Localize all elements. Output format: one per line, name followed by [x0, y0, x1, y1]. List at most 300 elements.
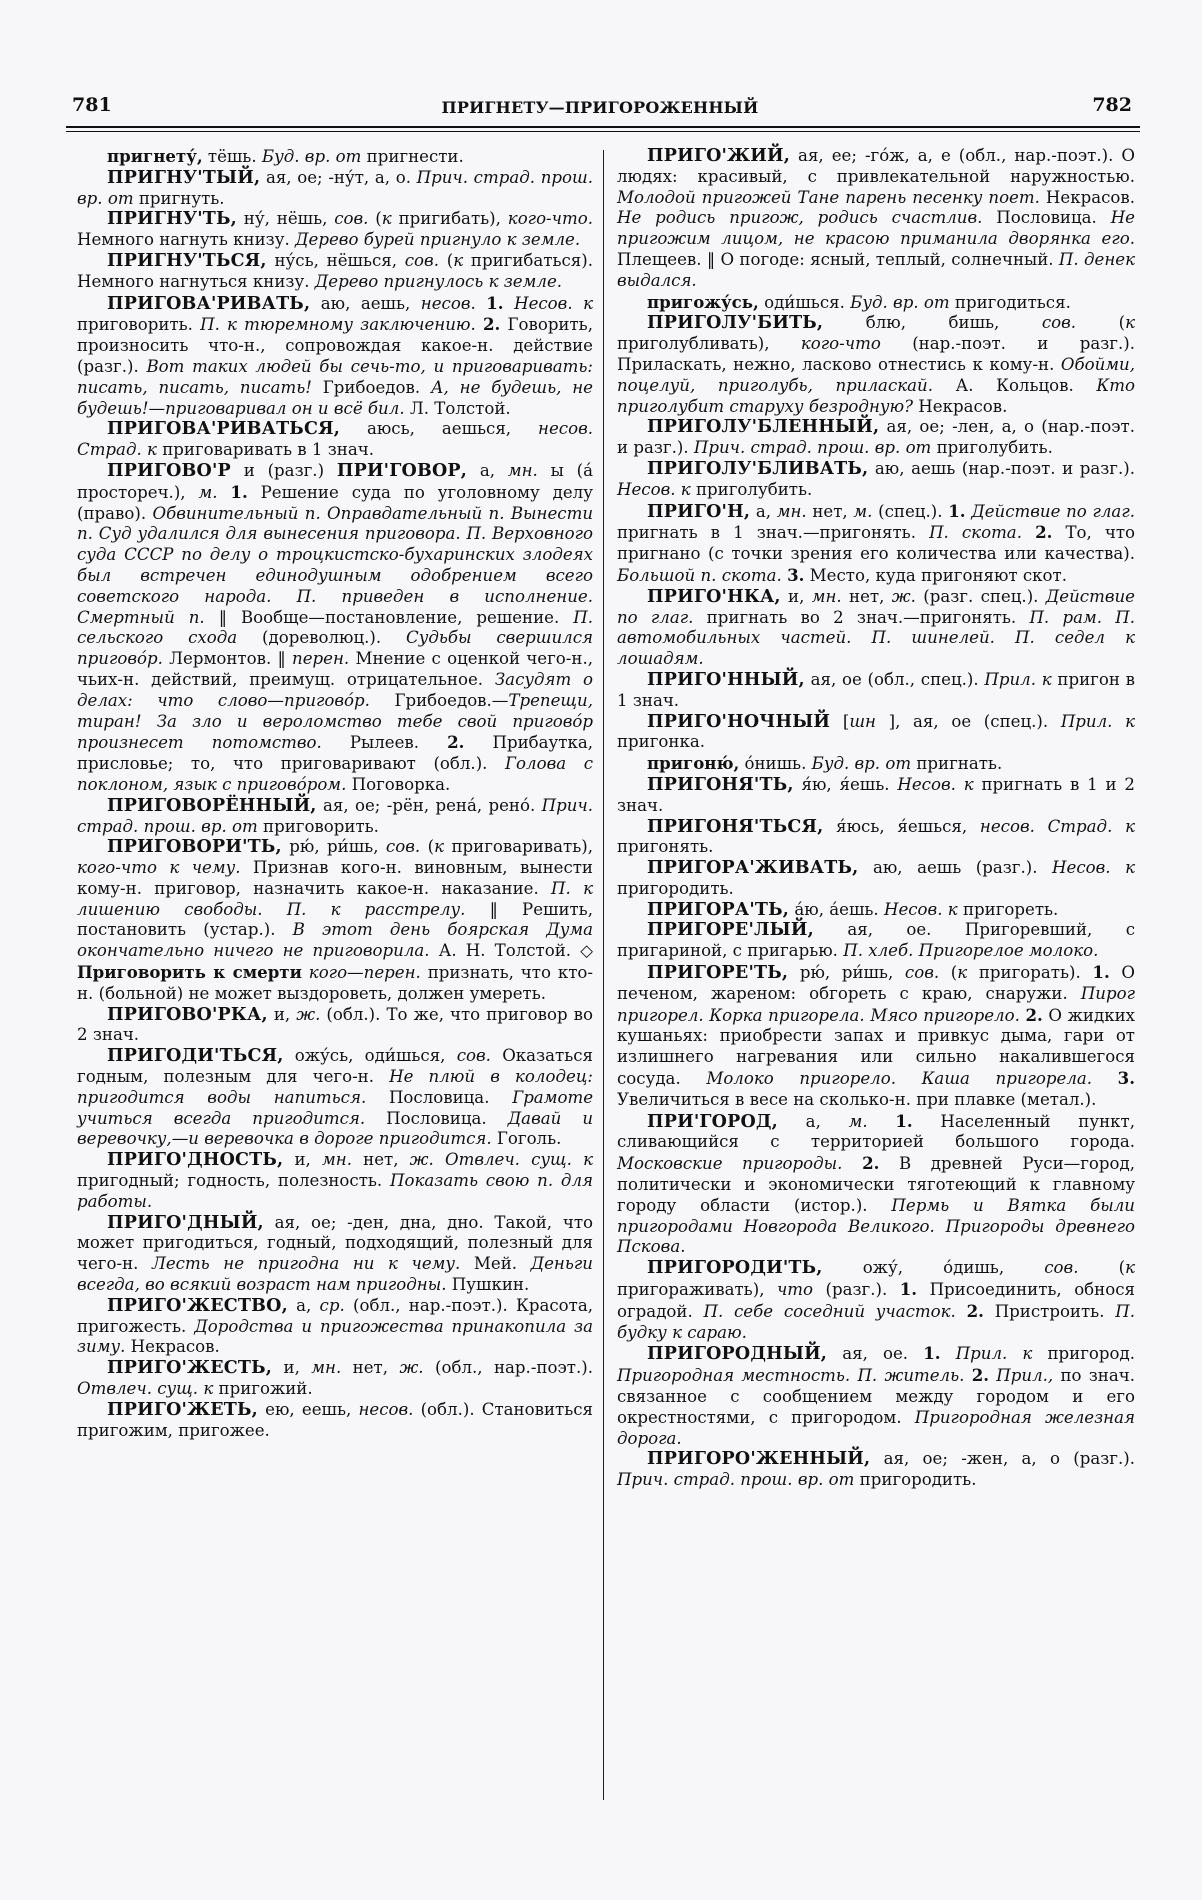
entry-text: А. Кольцов.	[933, 375, 1097, 395]
entry-text: пригодиться.	[949, 292, 1071, 312]
entry-text	[1092, 1069, 1118, 1088]
dictionary-entry	[77, 251, 593, 293]
entry-text: аю, аешь (разг.).	[858, 858, 1053, 878]
header-rule-thick	[66, 126, 1140, 128]
entry-text: мн.	[311, 1358, 342, 1378]
entry-text: пригорать).	[967, 963, 1093, 983]
entry-text: приголубить.	[931, 438, 1053, 458]
entry-text: Лермонтов. ‖	[162, 649, 293, 669]
dictionary-entry	[617, 501, 1135, 587]
entry-text: П. хлеб. Пригорелое молоко.	[843, 941, 1099, 961]
entry-text: Решение суда по уголовному делу (право).	[77, 482, 593, 523]
dictionary-entry	[617, 712, 1135, 754]
entry-text: ‖ Вообще—постановление, решение.	[204, 607, 574, 627]
entry-text: Несов. к	[883, 899, 958, 919]
entry-text: к	[957, 963, 968, 983]
entry-text: пригнести.	[361, 147, 464, 166]
headword: ПРИГОРОДНЫЙ,	[647, 1344, 828, 1365]
headword: ПРИГОВО'Р	[107, 460, 231, 481]
entry-text: и,	[780, 586, 812, 606]
entry-text: Пермь и Вятка были пригородами Новгорода Великого. Пригороды древнего Пскова.	[617, 1195, 1135, 1257]
entry-text: Обойми, поцелуй, приголубь, приласкай.	[617, 354, 1135, 395]
entry-text: Мей.	[460, 1254, 531, 1274]
entry-text: мн.	[776, 501, 807, 521]
entry-text: (обл.). Становиться пригожим, пригожее.	[77, 1399, 593, 1440]
entry-text: Плещеев. ‖ О погоде: ясный, теплый, солнечный.	[617, 249, 1059, 269]
entry-text: П. себе соседний участок.	[703, 1301, 956, 1321]
headword: ПРИГОРА'ЖИВАТЬ,	[647, 858, 859, 879]
page-number-left: 781	[72, 94, 112, 116]
headword: ПРИГОРО'ЖЕННЫЙ,	[647, 1449, 871, 1470]
entry-text: признать, что кто-н. (больной) не может выздороветь, должен умереть.	[77, 963, 593, 1003]
entry-text: тёшь.	[202, 147, 262, 166]
entry-text: м.	[848, 1111, 868, 1131]
entry-text: Грибоедов.—	[369, 690, 509, 710]
entry-text: Признав кого-н. виновным, вынести кому-н. приговор, назначить какое-н. наказание.	[77, 858, 593, 898]
entry-text: ая, ое; -ден, дна, дно. Такой, что может пригодиться, годный, подходящий, полезный для чего-н.	[77, 1212, 593, 1274]
dictionary-entry	[77, 419, 593, 461]
entry-text	[956, 1302, 967, 1321]
entry-text: приговаривать),	[444, 837, 593, 857]
entry-text: Вот таких людей бы сечь-то, и приговаривать: писать, писать, писать!	[77, 356, 593, 397]
dictionary-entry	[77, 1358, 593, 1400]
entry-text: Трепещи, тиран! За зло и вероломство тебе свой приговóр произнесет потомство.	[77, 690, 593, 753]
entry-text: Несов. к	[1052, 858, 1135, 878]
entry-text: П. к лишению свободы. П. к расстрелу.	[77, 878, 593, 919]
entry-text: П. рам. П. автомобильных частей. П. шинелей. П. седел к лошадям.	[617, 607, 1135, 669]
entry-text: Кто приголубит старуху безродную?	[617, 375, 1135, 416]
headword: ПРИГОРЕ'ЛЫЙ,	[647, 920, 814, 941]
entry-text: ну́, нёшь,	[236, 209, 335, 229]
page-header	[60, 94, 1140, 124]
entry-text: аю, аешь,	[310, 293, 421, 313]
entry-text: оди́шься.	[758, 292, 851, 312]
entry-text: (	[939, 963, 958, 983]
dictionary-entry	[77, 1296, 593, 1358]
entry-text: и,	[272, 1358, 312, 1378]
entry-text: Не пригожим лицом, не красою приманила дворянка его.	[617, 208, 1135, 249]
entry-text	[476, 294, 487, 313]
dictionary-entry	[617, 146, 1135, 292]
entry-text: пригибать),	[391, 209, 508, 229]
entry-text: пригон в 1 знач.	[617, 669, 1135, 710]
entry-text: Приговорить к смерти	[77, 962, 302, 983]
headword: ПРИ'ГОРОД,	[647, 1111, 778, 1132]
entry-text: П. к тюремному заключению.	[200, 315, 476, 335]
entry-text: Дерево пригнулось к земле.	[314, 271, 563, 291]
entry-text: П. будку к сараю.	[617, 1301, 1135, 1342]
entry-text: пригнать в 1 знач.—пригонять.	[617, 523, 930, 543]
headword: ПРИГНУ'ТЬСЯ,	[107, 250, 267, 271]
headword: ПРИГО'НОЧНЫЙ	[647, 711, 831, 732]
entry-text: Молоко пригорело. Каша пригорела.	[706, 1069, 1093, 1089]
entry-text: 2.	[1035, 522, 1053, 543]
entry-text: несов.	[358, 1399, 414, 1419]
dictionary-entry	[617, 900, 1135, 921]
entry-text: (спец.).	[872, 501, 949, 521]
entry-text: Пригородная местность. П. житель.	[617, 1366, 965, 1386]
headword: ПРИГО'ДНОСТЬ,	[107, 1150, 284, 1171]
entry-text: Дерево бурей пригнуло к земле.	[295, 230, 581, 250]
entry-text: и,	[283, 1150, 323, 1170]
entry-text: В древней Руси—город, политически и экономически тяготеющий к главному городу области (истор.).	[617, 1154, 1136, 1215]
entry-text: мн.	[322, 1150, 352, 1170]
headword: ПРИГОНЯ'ТЬСЯ,	[647, 816, 824, 837]
entry-text: приговорить.	[257, 816, 379, 836]
entry-text: (разг.).	[813, 1280, 900, 1300]
entry-text: ая, ое; -лен, а, о (нар.-поэт. и разг.).	[617, 417, 1135, 458]
entry-text: Прич. страд. прош. вр. от	[693, 438, 932, 458]
entry-text: 1.	[1092, 962, 1110, 983]
entry-text: 3.	[1117, 1068, 1135, 1089]
entry-text: ж.	[399, 1358, 424, 1378]
headword: ПРИГОРОДИ'ТЬ,	[647, 1258, 823, 1279]
right-column	[617, 146, 1135, 1491]
entry-text: Голова с поклоном, язык с приговóром.	[77, 754, 593, 794]
entry-text: Мнение с оценкой чего-н., чьих-н. действий, преимущ. отрицательное.	[77, 649, 594, 689]
entry-text	[218, 483, 231, 502]
entry-text: Давай и веревочку,—и веревочка в дороге пригодится.	[77, 1108, 594, 1149]
entry-text: П. сельского схода	[77, 607, 593, 648]
entry-text: Действие по глаг.	[617, 586, 1135, 627]
dictionary-entry	[617, 753, 1135, 775]
entry-text: пригнать в 1 и 2 знач.	[617, 774, 1135, 815]
entry-text: Действие по глаг.	[971, 501, 1135, 521]
entry-text: (обл., нар.-поэт.). Красота, пригожесть.	[77, 1295, 593, 1336]
entry-text: приголубливать),	[617, 334, 801, 354]
headword: ПРИГО'НКА,	[647, 586, 781, 607]
headword: ПРИГОРЕ'ТЬ,	[647, 963, 789, 984]
entry-text: несов. Страд. к	[979, 816, 1135, 836]
entry-text: пригнать во 2 знач.—пригонять.	[693, 607, 1030, 627]
entry-text: ж.	[296, 1004, 321, 1024]
entry-text: Засудят о делах: что слово—приговóр.	[77, 669, 593, 710]
dictionary-entry	[77, 209, 593, 251]
entry-text: сов.	[404, 250, 439, 270]
entry-text: Грамоте учиться всегда пригодится.	[77, 1087, 594, 1128]
entry-text: ж. Отвлеч. сущ. к	[409, 1150, 594, 1170]
entry-text: Несов. к	[514, 293, 594, 313]
entry-text: мн.	[811, 586, 842, 606]
entry-text: пригодный; годность, полезность.	[77, 1171, 391, 1191]
entry-text: ая, ое; -рён, рена́, рено́.	[316, 795, 542, 815]
entry-text: ая, ое.	[827, 1344, 924, 1364]
entry-text: приголубить.	[690, 479, 813, 499]
dictionary-entry	[77, 1150, 593, 1212]
dictionary-entry	[77, 796, 593, 838]
entry-text: Пригородная железная дорога.	[617, 1407, 1135, 1448]
entry-text: П. скота.	[929, 523, 1022, 543]
entry-text: Пословица.	[982, 208, 1111, 228]
entry-text: к	[1125, 313, 1135, 333]
dictionary-entry	[617, 1111, 1135, 1259]
entry-text: несов.	[420, 293, 476, 313]
dictionary-entry	[77, 837, 593, 1004]
dictionary-entry	[77, 461, 593, 796]
entry-text: 1.	[486, 292, 504, 313]
dictionary-entry	[77, 1005, 593, 1047]
entry-text: рю́, ри́шь,	[788, 963, 905, 983]
headword: ПРИГОВОРИ'ТЬ,	[107, 837, 282, 858]
dictionary-entry	[617, 1449, 1135, 1491]
entry-text: 2.	[971, 1365, 990, 1386]
entry-text: Некрасов.	[913, 396, 1008, 416]
entry-text: кого-что.	[507, 209, 593, 229]
entry-text: нет,	[806, 501, 854, 521]
entry-text: несов. Страд. к	[77, 419, 593, 460]
headword: ПРИГОВО'РКА,	[107, 1004, 268, 1025]
entry-text: 1.	[230, 481, 248, 502]
entry-text: 2.	[966, 1300, 984, 1321]
entry-text: 2.	[447, 732, 465, 753]
entry-text: сов.	[385, 837, 421, 857]
entry-text: А, не будешь, не будешь!—приговаривал он и всё бил.	[77, 377, 593, 418]
entry-text: Немного нагнуть книзу.	[77, 230, 296, 250]
entry-text: 2.	[862, 1153, 880, 1174]
entry-text: 2.	[1025, 1004, 1043, 1025]
entry-text: Говорить, произносить что-н., сопровождая какое-н. действие (разг.).	[77, 315, 593, 376]
entry-text: Некрасов.	[125, 1337, 220, 1357]
entry-text: пригожий.	[213, 1379, 313, 1399]
entry-text: 1.	[923, 1343, 941, 1364]
entry-text: о́нишь.	[739, 754, 812, 774]
entry-text: (	[1078, 1258, 1126, 1278]
headword: ПРИГО'ЖЕСТЬ,	[107, 1358, 273, 1379]
entry-text: Прил. к	[955, 1344, 1033, 1364]
entry-text: Прич. страд. прош. вр. от	[617, 1470, 855, 1490]
entry-text: Поговорка.	[346, 774, 451, 794]
dictionary-entry	[77, 168, 593, 210]
dictionary-entry	[617, 670, 1135, 712]
entry-text: пригород.	[1032, 1344, 1136, 1364]
entry-text: я́ю, я́ешь.	[793, 774, 898, 794]
dictionary-entry	[617, 920, 1135, 962]
entry-text: Большой п. скота.	[617, 565, 782, 585]
dictionary-entry	[77, 1400, 593, 1442]
entry-text: кого-что	[800, 334, 881, 354]
headword: ПРИГОЛУ'БЛИВАТЬ,	[647, 458, 869, 479]
entry-text: аю, аешь (нар.-поэт. и разг.).	[868, 458, 1135, 478]
entry-text: (	[438, 250, 454, 270]
entry-text: ею, еешь,	[257, 1399, 359, 1419]
entry-text: я́юсь, я́ешься,	[823, 816, 980, 836]
entry-text: Показать свою п. для работы.	[77, 1171, 593, 1211]
entry-text: м.	[853, 501, 873, 521]
entry-text: 1.	[899, 1279, 918, 1300]
left-column	[77, 146, 593, 1441]
entry-text: Некрасов.	[1039, 187, 1135, 207]
entry-text: пригонка.	[617, 732, 706, 752]
entry-text: Несов. к	[897, 774, 974, 794]
entry-text: (	[1076, 313, 1126, 333]
dictionary-entry	[617, 292, 1135, 314]
entry-text: ая, ое. Пригоревший, с пригариной, с пригарью.	[617, 920, 1135, 961]
entry-text: О жидких кушаньях: приобрести запах и привкус дыма, гари от излишнего нагревания или сильно накалившегося сосуда.	[617, 1005, 1135, 1089]
entry-text: ожу́сь, оди́шься,	[283, 1046, 457, 1066]
entry-text: ая, ое; -ну́т, а, о.	[260, 167, 417, 187]
headword: ПРИГОДИ'ТЬСЯ,	[107, 1046, 284, 1067]
entry-text: Гоголь.	[491, 1129, 562, 1149]
headword: ПРИГОВА'РИВАТЬСЯ,	[107, 419, 341, 440]
dictionary-entry	[617, 459, 1135, 501]
entry-text: ы (а́ простореч.),	[77, 460, 593, 502]
entry-text: ну́сь, нёшься,	[266, 250, 405, 270]
entry-text	[302, 963, 309, 982]
entry-text	[868, 1112, 896, 1131]
entry-text: м.	[198, 482, 218, 502]
entry-text: пригораживать),	[617, 1280, 777, 1300]
entry-text: пригибаться). Немного нагнуться книзу.	[77, 250, 593, 291]
entry-text: ‖ Решить, постановить (устар.).	[77, 899, 593, 940]
entry-text: пригнать.	[911, 754, 1003, 774]
entry-text: (обл., нар.-поэт.).	[423, 1358, 593, 1378]
entry-text: приговаривать в 1 знач.	[156, 440, 374, 460]
entry-text: и (разг.)	[230, 460, 337, 480]
headword: ПРИГО'ЖЕСТВО,	[107, 1295, 288, 1316]
entry-text: Прич. страд. прош. вр. от	[77, 167, 593, 208]
entry-text: Отвлеч. сущ. к	[77, 1379, 214, 1399]
entry-text: блю, бишь,	[823, 313, 1042, 333]
entry-text: приговорить.	[77, 315, 201, 335]
entry-text: Оказаться годным, полезным для чего-н.	[77, 1046, 593, 1087]
entry-text: нет,	[351, 1150, 410, 1170]
entry-text: ], ая, ое (спец.).	[875, 711, 1061, 731]
entry-text: Пушкин.	[446, 1275, 530, 1295]
headword: ПРИГО'ДНЫЙ,	[107, 1212, 264, 1233]
entry-text: Пословица.	[366, 1087, 513, 1107]
entry-text: (нар.-поэт. и разг.). Приласкать, нежно, ласково отнестись к кому-н.	[617, 334, 1135, 374]
headword: ПРИГНУ'ТЫЙ,	[107, 167, 261, 188]
headword: пригнету́,	[107, 146, 203, 166]
headword: ПРИГОВОРЁННЫЙ,	[107, 795, 317, 816]
entry-text: Пристроить.	[983, 1301, 1116, 1321]
entry-text: 3.	[787, 564, 805, 585]
entry-text: пригореть.	[957, 899, 1059, 919]
entry-text: Прил.,	[996, 1366, 1054, 1386]
dictionary-entry	[617, 817, 1135, 859]
dictionary-entry	[617, 962, 1135, 1111]
entry-text	[1022, 523, 1035, 542]
entry-text: Пирог пригорел. Корка пригорела. Мясо пригорело.	[617, 983, 1135, 1025]
headword: ПРИГОЛУ'БИТЬ,	[647, 313, 824, 334]
entry-text: ая, ое; -жен, а, о (разг.).	[870, 1449, 1135, 1469]
entry-text: ср.	[319, 1295, 345, 1315]
entry-text: Присоединить, обнося оградой.	[617, 1280, 1135, 1321]
entry-text: кого—перен.	[308, 963, 421, 983]
entry-text: к	[434, 837, 444, 857]
entry-text: Не плюй в колодец: пригодится воды напиться.	[77, 1067, 593, 1107]
entry-text: (	[368, 209, 382, 229]
dictionary-entry	[77, 1213, 593, 1296]
entry-text: Л. Толстой.	[404, 398, 511, 418]
entry-text: а́ю, а́ешь.	[789, 899, 884, 919]
entry-text: по знач. связанное с сообщением между городом и его окрестностями, с пригородом.	[617, 1366, 1136, 1427]
entry-text: Молодой пригожей Тане парень песенку поет.	[617, 187, 1040, 207]
headword: ПРИГНУ'ТЬ,	[107, 209, 237, 230]
headword: ПРИГОЛУ'БЛЕННЫЙ,	[647, 417, 880, 438]
headword: ПРИГОНЯ'ТЬ,	[647, 774, 794, 795]
entry-text: пригонять.	[617, 837, 714, 857]
headword: пригожу́сь,	[647, 291, 759, 312]
entry-text: Прил. к	[984, 669, 1052, 689]
entry-text: а,	[467, 460, 508, 480]
entry-text: Увеличиться в весе на сколько-н. при плавке (метал.).	[617, 1089, 1097, 1109]
entry-text: А. Н. Толстой. ◇	[429, 941, 593, 961]
entry-text: Не родись пригож, родись счастлив.	[617, 208, 983, 228]
entry-text: Несов. к	[617, 479, 691, 499]
entry-text: ожу́, о́дишь,	[822, 1258, 1045, 1278]
entry-text: к	[1125, 1258, 1135, 1278]
headword: ПРИГОВА'РИВАТЬ,	[107, 293, 311, 314]
entry-text: пригнуть.	[133, 188, 225, 208]
entry-text: пригородить.	[617, 878, 734, 898]
entry-text: ая, ее; -го́ж, а, е (обл., нар.-поэт.). О людях: красивый, с привлекательной наружностью.	[617, 146, 1135, 186]
entry-text: В этот день боярская Дума окончательно ничего не приговорила.	[77, 920, 593, 961]
entry-text: кого-что к чему.	[77, 858, 241, 878]
entry-text: Обвинительный п. Оправдательный п. Вынести п. Суд удалился для вынесения приговора. П. Верховного суда СССР по делу о троцкистско-бухаринских злодеях был встречен единодушным одобрением всего советского народа. П. приведен в исполнение. Смертный п.	[77, 503, 594, 627]
entry-text: Населенный пункт, сливающийся с территорией большого города.	[617, 1111, 1136, 1152]
entry-text: перен.	[292, 649, 350, 669]
headword: ПРИ'ГОВОР,	[336, 460, 468, 481]
entry-text: аюсь, аешься,	[340, 419, 539, 439]
dictionary-entry	[617, 775, 1135, 817]
entry-text: к	[381, 209, 392, 229]
entry-text: Прич. страд. прош. вр. от	[77, 795, 593, 836]
headword: ПРИГОРА'ТЬ,	[647, 899, 790, 920]
entry-text: что	[776, 1280, 814, 1300]
entry-text: 1.	[948, 500, 966, 521]
dictionary-entry	[617, 587, 1135, 670]
entry-text: сов.	[1041, 313, 1077, 333]
headword: ПРИГО'ЖИЙ,	[647, 146, 791, 166]
dictionary-entry	[77, 1046, 593, 1150]
entry-text: сов.	[904, 963, 940, 983]
entry-text: (	[420, 837, 435, 857]
headword: ПРИГО'Н,	[647, 501, 751, 522]
entry-text: [	[830, 711, 850, 731]
entry-text: сов.	[456, 1046, 491, 1066]
entry-text: Грибоедов.	[311, 377, 431, 397]
dictionary-entry	[617, 1258, 1135, 1343]
entry-text: нет,	[841, 586, 892, 606]
entry-text: сов.	[1044, 1258, 1079, 1278]
entry-text: шн	[849, 711, 876, 731]
page-number-right: 782	[1092, 94, 1132, 116]
entry-text: ж.	[891, 586, 916, 606]
dictionary-entry	[77, 146, 593, 168]
header-rule-thin	[66, 131, 1140, 132]
entry-text: а,	[777, 1111, 849, 1131]
entry-text: пригородить.	[854, 1470, 977, 1490]
entry-text	[504, 294, 515, 313]
entry-text: (обл.). То же, что приговор во 2 знач.	[77, 1004, 593, 1045]
entry-text: (разг. спец.).	[915, 586, 1046, 606]
entry-text: Деньги всегда, во всякий возраст нам пригодны.	[77, 1254, 593, 1295]
column-divider	[603, 150, 604, 1800]
dictionary-entry	[77, 293, 593, 420]
entry-text: Буд. вр. от	[261, 147, 362, 166]
entry-text: Лесть не пригодна ни к чему.	[151, 1254, 461, 1274]
headword: ПРИГО'ННЫЙ,	[647, 669, 805, 690]
dictionary-entry	[617, 313, 1135, 417]
entry-text: Рылеев.	[321, 733, 448, 753]
headword: ПРИГО'ЖЕТЬ,	[107, 1399, 258, 1420]
entry-text: О печеном, жареном: обгореть с краю, снаружи.	[617, 963, 1135, 1003]
entry-text: Прибаутка, присловье; то, что приговаривают (обл.).	[77, 733, 593, 774]
dictionary-entry	[617, 858, 1135, 900]
entry-text: а,	[287, 1295, 320, 1315]
entry-text: 1.	[895, 1110, 913, 1131]
